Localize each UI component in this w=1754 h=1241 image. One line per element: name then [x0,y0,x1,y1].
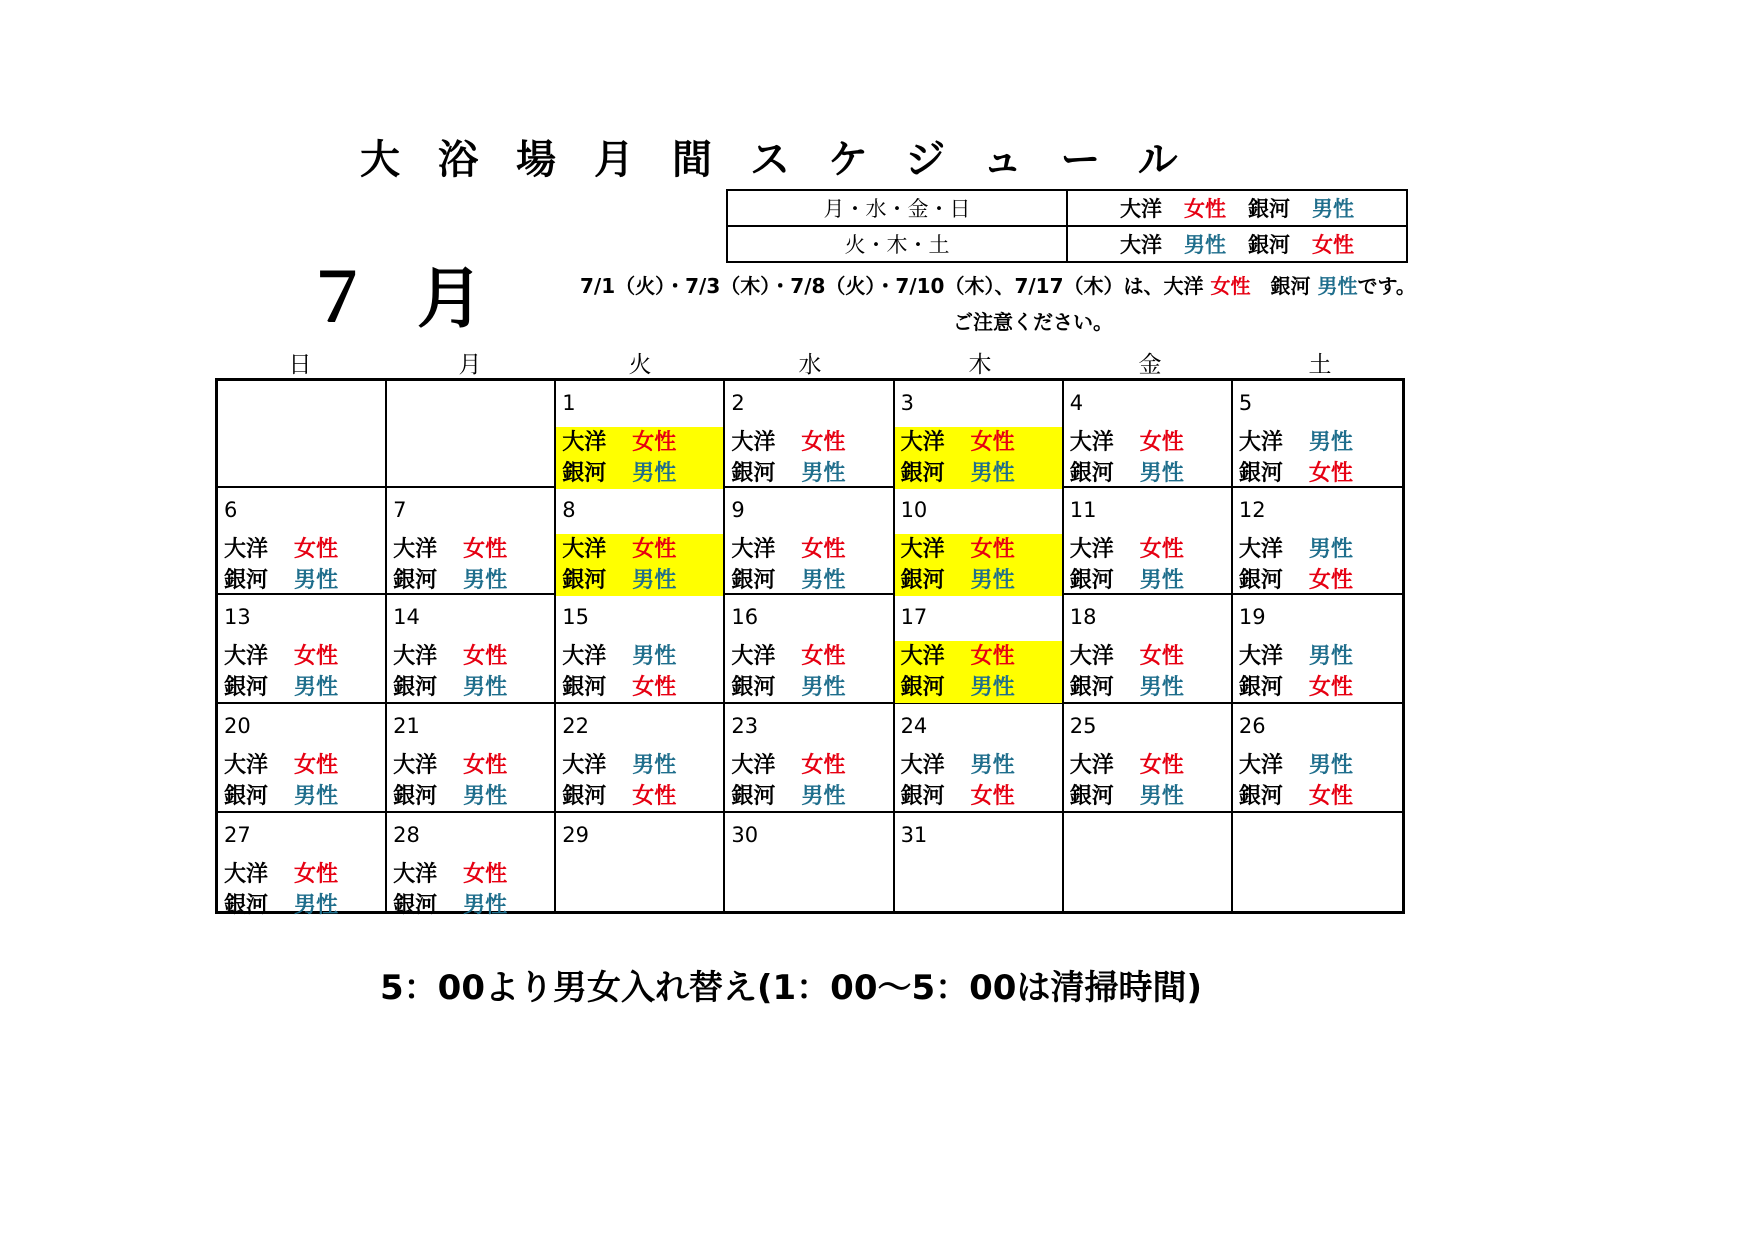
bath-name-ginga: 銀河 [224,784,269,809]
bath-name-taiyo: 大洋 [1069,537,1114,562]
gender-label: 女性 [632,430,677,455]
gender-label: 女性 [294,753,339,778]
day-number: 23 [731,714,759,738]
highlighted-assignment [556,534,723,596]
gender-label: 女性 [1139,430,1184,455]
assignment-line [218,534,385,565]
assignment-line [556,641,723,672]
gender-label: 女性 [970,644,1015,669]
gender-label: 男性 [463,893,508,918]
assignment-line [1233,672,1402,703]
assignment-line [895,641,1062,672]
day-number: 25 [1069,714,1097,738]
assignment-line [556,427,723,458]
legend-assignment [1067,190,1407,226]
gender-label: 女性 [801,753,846,778]
gender-label: 女性 [970,430,1015,455]
assignment-line [1064,534,1231,565]
day-number: 18 [1069,605,1097,629]
calendar-day-cell [387,595,556,704]
bath-name-taiyo: 大洋 [224,862,269,887]
gender-label: 男性 [294,893,339,918]
bath-name-ginga: 銀河 [224,568,269,593]
gender-label: 女性 [463,753,508,778]
calendar-day-cell [1233,704,1402,813]
day-number: 11 [1069,498,1097,522]
bath-assignment [387,859,554,921]
bath-name-taiyo: 大洋 [731,753,776,778]
bath-assignment [387,641,554,703]
bath-assignment [895,750,1062,812]
calendar-day-cell [556,488,725,595]
assignment-line [725,427,892,458]
assignment-line [1233,427,1402,458]
notice-gender-female: 女性 [1210,274,1251,298]
assignment-line [1233,565,1402,596]
weekday-legend-table [726,189,1408,263]
bath-name-ginga: 銀河 [900,461,945,486]
legend-days: 火・木・土 [727,226,1067,262]
bath-name-taiyo: 大洋 [562,430,607,455]
day-number: 27 [224,823,251,847]
calendar-day-cell [556,595,725,704]
day-number: 29 [562,823,590,847]
bath-name-taiyo: 大洋 [224,753,269,778]
notice-gender-male: 男性 [1317,274,1358,298]
assignment-line [725,534,892,565]
day-number: 30 [731,823,759,847]
bath-assignment [556,750,723,812]
calendar-day-cell [1233,813,1402,911]
gender-label: 男性 [801,784,846,809]
gender-label: 女性 [970,784,1015,809]
gender-label: 男性 [801,568,846,593]
day-number: 9 [731,498,745,522]
bath-name-taiyo: 大洋 [1238,430,1283,455]
gender-label: 女性 [463,862,508,887]
gender-label: 男性 [1139,461,1184,486]
bath-name-taiyo: 大洋 [562,644,607,669]
assignment-line [556,750,723,781]
assignment-line [387,641,554,672]
assignment-line [556,458,723,489]
calendar-day-cell [556,704,725,813]
day-number: 31 [900,823,928,847]
bath-assignment [1064,641,1231,703]
bath-name-taiyo: 大洋 [900,753,945,778]
legend-row [727,190,1407,226]
assignment-line [218,890,385,921]
legend-assignment [1067,226,1407,262]
bath-name-ginga: 銀河 [1069,461,1114,486]
gender-label: 女性 [1308,461,1353,486]
gender-label: 男性 [294,675,339,700]
bath-assignment [218,859,385,921]
day-number: 24 [900,714,928,738]
highlighted-assignment [895,534,1062,596]
weekday-tue: 火 [628,352,652,378]
gender-label: 男性 [632,568,677,593]
gender-label: 女性 [1139,537,1184,562]
gender-label: 女性 [463,537,508,562]
day-number: 8 [562,498,576,522]
assignment-line [895,427,1062,458]
bath-name-ginga: 銀河 [562,568,607,593]
bath-name-taiyo: 大洋 [1069,644,1114,669]
gender-label: 男性 [1308,537,1353,562]
day-number: 3 [900,391,914,415]
calendar-day-cell [1064,704,1233,813]
calendar-day-cell [895,595,1064,704]
assignment-line [1233,458,1402,489]
bath-assignment [725,427,892,489]
bath-assignment [1233,641,1402,703]
day-number: 28 [393,823,420,847]
weekday-wed: 水 [798,352,822,378]
gender-label: 女性 [1139,644,1184,669]
day-number: 7 [393,498,407,522]
gender-label: 男性 [801,675,846,700]
calendar-day-cell [725,381,894,488]
weekday-mon: 月 [458,352,482,378]
bath-assignment [725,534,892,596]
gender-label: 男性 [970,675,1015,700]
day-number: 1 [562,391,576,415]
weekday-fri: 金 [1138,352,1162,378]
assignment-line [725,781,892,812]
gender-label: 男性 [1139,675,1184,700]
weekday-header [215,346,1405,379]
gender-label: 男性 [1139,784,1184,809]
month-label: 月 [417,260,483,337]
calendar-day-cell [895,488,1064,595]
bath-assignment [556,641,723,703]
calendar-grid [215,378,1405,918]
assignment-line [725,750,892,781]
exception-notice [580,270,1480,299]
bath-name-ginga: 銀河 [900,784,945,809]
gender-label: 女性 [1308,784,1353,809]
calendar-day-cell [1233,381,1402,488]
calendar-day-cell [725,813,894,911]
day-number: 16 [731,605,759,629]
bath-name-ginga: 銀河 [900,568,945,593]
bath-assignment [725,641,892,703]
bath-name-ginga: 銀河 [1238,568,1283,593]
assignment-line [1064,641,1231,672]
gender-label: 男性 [970,753,1015,778]
bath-name-ginga: 銀河 [1238,461,1283,486]
day-number: 6 [224,498,238,522]
gender-label: 女性 [1308,568,1353,593]
notice-text: 7/1（火）・7/3（木）・7/8（火）・7/10（木）、7/17（木）は、大洋 [580,274,1211,298]
bath-name-ginga: 銀河 [1248,233,1290,257]
assignment-line [387,534,554,565]
assignment-line [895,781,1062,812]
bath-assignment [725,750,892,812]
bath-name-ginga: 銀河 [224,893,269,918]
bath-assignment [1064,534,1231,596]
bath-name-taiyo: 大洋 [393,537,438,562]
calendar-day-cell [218,704,387,813]
gender-label: 男性 [1308,430,1353,455]
bath-name-ginga: 銀河 [731,675,776,700]
calendar-day-cell [895,381,1064,488]
gender-label: 男性 [801,461,846,486]
bath-name-taiyo: 大洋 [393,644,438,669]
bath-name-taiyo: 大洋 [731,537,776,562]
bath-name-ginga: 銀河 [562,461,607,486]
day-number: 19 [1238,605,1266,629]
bath-assignment [387,750,554,812]
gender-label: 女性 [632,675,677,700]
bath-assignment [1233,534,1402,596]
gender-label: 男性 [632,461,677,486]
day-number: 10 [900,498,928,522]
bath-name-taiyo: 大洋 [731,644,776,669]
assignment-line [895,750,1062,781]
bath-name-taiyo: 大洋 [393,862,438,887]
weekday-thu: 木 [968,352,992,378]
assignment-line [218,565,385,596]
calendar-day-cell [556,813,725,911]
assignment-line [1233,750,1402,781]
day-number: 5 [1238,391,1253,415]
assignment-line [1233,534,1402,565]
assignment-line [556,672,723,703]
day-number: 22 [562,714,590,738]
gender-label: 男性 [632,753,677,778]
bath-name-ginga: 銀河 [731,784,776,809]
highlighted-assignment [556,427,723,489]
bath-assignment [1233,427,1402,489]
calendar-day-cell [387,381,556,488]
assignment-line [218,641,385,672]
gender-label: 女性 [801,537,846,562]
assignment-line [725,565,892,596]
assignment-line [1233,641,1402,672]
bath-name-taiyo: 大洋 [900,537,945,562]
day-number: 17 [900,605,928,629]
gender-label: 女性 [632,784,677,809]
bath-name-taiyo: 大洋 [1069,430,1114,455]
assignment-line [725,672,892,703]
assignment-line [387,750,554,781]
assignment-line [725,458,892,489]
assignment-line [387,890,554,921]
assignment-line [556,534,723,565]
assignment-line [1064,750,1231,781]
assignment-line [218,859,385,890]
gender-label: 男性 [632,644,677,669]
bath-name-taiyo: 大洋 [393,753,438,778]
bath-name-taiyo: 大洋 [224,537,269,562]
gender-label: 男性 [463,568,508,593]
gender-label: 男性 [1308,644,1353,669]
bath-name-ginga: 銀河 [731,568,776,593]
gender-label: 女性 [1308,675,1353,700]
calendar-day-cell [387,704,556,813]
calendar-day-cell [725,704,894,813]
bath-name-taiyo: 大洋 [731,430,776,455]
calendar-day-cell [895,813,1064,911]
calendar-day-cell [1064,595,1233,704]
bath-assignment [1064,427,1231,489]
assignment-line [556,565,723,596]
bath-name-taiyo: 大洋 [224,644,269,669]
bath-name-ginga: 銀河 [562,784,607,809]
bath-name-ginga: 銀河 [1238,675,1283,700]
gender-label: 男性 [1139,568,1184,593]
legend-days: 月・水・金・日 [727,190,1067,226]
bath-name-ginga: 銀河 [731,461,776,486]
bath-name-ginga: 銀河 [1069,784,1114,809]
day-number: 14 [393,605,420,629]
legend-row [727,226,1407,262]
day-number: 2 [731,391,745,415]
assignment-line [895,672,1062,703]
day-number: 13 [224,605,251,629]
bath-name-taiyo: 大洋 [1238,753,1283,778]
page-title: 大浴場月間スケジュール [360,137,1216,183]
assignment-line [895,565,1062,596]
gender-label: 女性 [801,430,846,455]
assignment-line [387,781,554,812]
gender-label: 男性 [1308,753,1353,778]
bath-name-ginga: 銀河 [562,675,607,700]
assignment-line [1064,458,1231,489]
weekday-sat: 土 [1308,352,1332,378]
bath-name-ginga: 銀河 [393,784,438,809]
assignment-line [1064,672,1231,703]
notice-text-mid: 銀河 [1250,274,1318,298]
calendar-day-cell [218,595,387,704]
gender-label: 男性 [1184,233,1226,257]
footer-note: 5：00より男女入れ替え(1：00～5：00は清掃時間) [380,968,1202,1008]
assignment-line [1064,427,1231,458]
calendar-day-cell [1064,488,1233,595]
weekday-sun: 日 [288,352,312,378]
assignment-line [556,781,723,812]
calendar-day-cell [387,813,556,918]
bath-name-taiyo: 大洋 [1120,233,1162,257]
calendar-day-cell [895,704,1064,813]
notice-suffix: です。 [1357,274,1416,298]
gender-label: 女性 [1184,197,1226,221]
bath-name-ginga: 銀河 [1069,568,1114,593]
day-number: 26 [1238,714,1266,738]
bath-name-ginga: 銀河 [900,675,945,700]
calendar-day-cell [1064,813,1233,911]
day-number: 15 [562,605,590,629]
gender-label: 女性 [294,862,339,887]
bath-name-ginga: 銀河 [393,675,438,700]
assignment-line [218,750,385,781]
highlighted-assignment [895,427,1062,489]
bath-name-taiyo: 大洋 [562,537,607,562]
gender-label: 男性 [463,784,508,809]
month-heading [305,245,483,340]
gender-label: 男性 [463,675,508,700]
bath-name-taiyo: 大洋 [1238,644,1283,669]
bath-assignment [387,534,554,596]
gender-label: 女性 [294,644,339,669]
bath-assignment [1064,750,1231,812]
day-number: 20 [224,714,251,738]
calendar-day-cell [725,488,894,595]
gender-label: 男性 [1312,197,1354,221]
bath-name-taiyo: 大洋 [900,644,945,669]
day-number: 12 [1238,498,1266,522]
gender-label: 男性 [970,461,1015,486]
calendar-day-cell [1064,381,1233,488]
bath-assignment [218,750,385,812]
gender-label: 女性 [632,537,677,562]
calendar-day-cell [218,813,387,918]
bath-assignment [218,641,385,703]
assignment-line [218,672,385,703]
gender-label: 女性 [970,537,1015,562]
calendar-day-cell [218,381,387,488]
bath-assignment [1233,750,1402,812]
calendar-day-cell [387,488,556,595]
bath-name-ginga: 銀河 [1069,675,1114,700]
bath-name-ginga: 銀河 [1248,197,1290,221]
assignment-line [218,781,385,812]
assignment-line [1064,565,1231,596]
calendar-day-cell [725,595,894,704]
bath-name-taiyo: 大洋 [1238,537,1283,562]
bath-assignment [218,534,385,596]
bath-name-ginga: 銀河 [393,568,438,593]
assignment-line [1233,781,1402,812]
assignment-line [1064,781,1231,812]
day-number: 4 [1069,391,1084,415]
bath-name-ginga: 銀河 [1238,784,1283,809]
day-number: 21 [393,714,420,738]
calendar-day-cell [1233,595,1402,704]
month-number: ７ [305,260,371,337]
gender-label: 男性 [294,568,339,593]
gender-label: 女性 [801,644,846,669]
gender-label: 男性 [970,568,1015,593]
bath-name-taiyo: 大洋 [900,430,945,455]
bath-name-taiyo: 大洋 [1120,197,1162,221]
highlighted-assignment [895,641,1062,703]
notice-caution: ご注意ください。 [953,310,1113,334]
bath-name-ginga: 銀河 [224,675,269,700]
bath-name-ginga: 銀河 [393,893,438,918]
assignment-line [387,859,554,890]
bath-name-taiyo: 大洋 [1069,753,1114,778]
bath-name-taiyo: 大洋 [562,753,607,778]
assignment-line [895,458,1062,489]
gender-label: 女性 [294,537,339,562]
assignment-line [387,672,554,703]
calendar-day-cell [556,381,725,488]
assignment-line [895,534,1062,565]
gender-label: 男性 [294,784,339,809]
gender-label: 女性 [1139,753,1184,778]
assignment-line [387,565,554,596]
gender-label: 女性 [463,644,508,669]
calendar-day-cell [218,488,387,595]
calendar-day-cell [1233,488,1402,595]
gender-label: 女性 [1312,233,1354,257]
assignment-line [725,641,892,672]
